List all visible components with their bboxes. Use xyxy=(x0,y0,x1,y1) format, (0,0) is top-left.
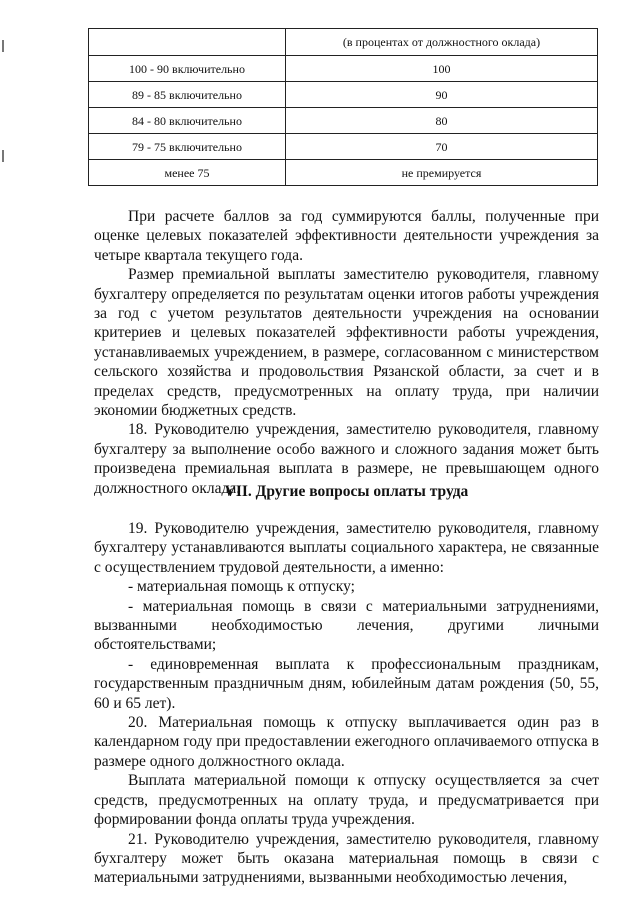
table-header-cell: (в процентах от должностного оклада) xyxy=(286,29,598,56)
bonus-percent-cell: 70 xyxy=(286,134,598,160)
bonus-score-table xyxy=(88,28,598,186)
bonus-percent-cell: не премируется xyxy=(286,160,598,186)
table-row xyxy=(89,160,598,186)
paragraph-20: 20. Материальная помощь к отпуску выплачивается один раз в календарном году при предоставлении ежегодного оплачиваемого отпуска в размере одного должностного оклада. xyxy=(94,714,599,770)
paragraph-score-summation: При расчете баллов за год суммируются баллы, полученные при оценке целевых показателей эффективности деятельности учреждения за четыре квартала текущего года. xyxy=(94,208,599,264)
score-range-cell: 84 - 80 включительно xyxy=(89,108,286,134)
paragraph-19: 19. Руководителю учреждения, заместителю руководителя, главному бухгалтеру устанавливаются выплаты социального характера, не связанные с осуществлением трудовой деятельности, а именно: xyxy=(94,520,599,576)
scan-margin-mark xyxy=(2,40,4,52)
table-row xyxy=(89,134,598,160)
list-item: - материальная помощь к отпуску; xyxy=(128,578,355,596)
paragraph-18: 18. Руководителю учреждения, заместителю руководителя, главному бухгалтеру за выполнение особо важного и сложного задания может быть произведена премиальная выплата в размере, не превышающем одного должностного оклада. xyxy=(94,421,599,497)
bonus-percent-cell: 100 xyxy=(286,56,598,82)
list-item: - материальная помощь в связи с материальными затруднениями, вызванными необходимостью лечения, другими личными обстоятельствами; xyxy=(94,597,599,654)
body-text-top xyxy=(94,207,599,498)
section-heading: VII. Другие вопросы оплаты труда xyxy=(224,483,469,500)
paragraph-bonus-size: Размер премиальной выплаты заместителю руководителя, главному бухгалтеру определяется по результатам оценки итогов работы учреждения за год с учетом результатов деятельности учреждения на основании критериев и целевых показателей эффективности работы учреждения, устанавливаемых учреждением, в размере, согласованном с министерством сельского хозяйства и продовольствия Рязанской области, за счет и в пределах средств, предусмотренных на оплату труда, при наличии экономии бюджетных средств. xyxy=(94,266,599,420)
score-range-cell: менее 75 xyxy=(89,160,286,186)
bonus-percent-cell: 80 xyxy=(286,108,598,134)
table-row xyxy=(89,82,598,108)
table-header-row xyxy=(89,29,598,56)
table-header-cell xyxy=(89,29,286,56)
body-text-bottom xyxy=(94,519,599,888)
bonus-percent-cell: 90 xyxy=(286,82,598,108)
score-range-cell: 100 - 90 включительно xyxy=(89,56,286,82)
table-row xyxy=(89,108,598,134)
list-item: - единовременная выплата к профессиональным праздникам, государственным праздничным дням, юбилейным датам рождения (50, 55, 60 и 65 лет). xyxy=(94,655,599,712)
score-range-cell: 89 - 85 включительно xyxy=(89,82,286,108)
paragraph-20-funding: Выплата материальной помощи к отпуску осуществляется за счет средств, предусмотренных на оплату труда, и предусматривается при формировании фонда оплаты труда учреждения. xyxy=(94,772,599,829)
paragraph-21: 21. Руководителю учреждения, заместителю руководителя, главному бухгалтеру может быть оказана материальная помощь в связи с материальными затруднениями, вызванными необходимостью лечения, xyxy=(94,830,599,887)
score-range-cell: 79 - 75 включительно xyxy=(89,134,286,160)
scan-margin-mark xyxy=(2,150,4,162)
table-row xyxy=(89,56,598,82)
